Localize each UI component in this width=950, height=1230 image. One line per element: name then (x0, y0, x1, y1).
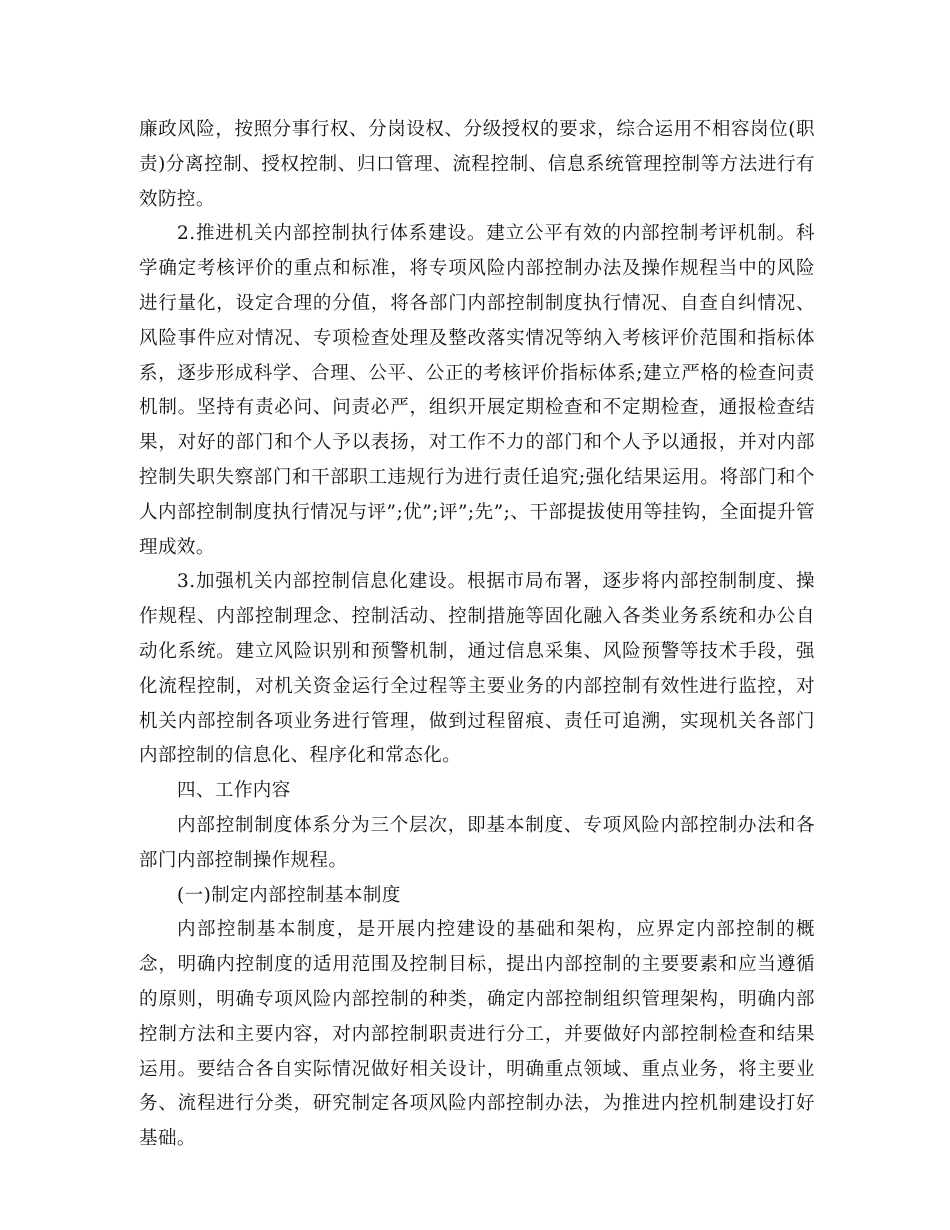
section-heading-work-content: 四、工作内容 (177, 780, 291, 802)
paragraph-system-levels: 内部控制制度体系分为三个层次，即基本制度、专项风险内部控制办法和各部门内部控制操作规程。 (139, 814, 815, 871)
paragraph-item-3: 3.加强机关内部控制信息化建设。根据市局布署，逐步将内部控制制度、操作规程、内部控制理念、控制活动、控制措施等固化融入各类业务系统和办公自动化系统。建立风险识别和预警机制，通过信息采集、风险预警等技术手段，强化流程控制，对机关资金运行全过程等主要业务的内部控制有效性进行监控，对机关内部控制各项业务进行管理，做到过程留痕、责任可追溯，实现机关各部门内部控制的信息化、程序化和常态化。 (139, 571, 815, 767)
paragraph-basic-system: 内部控制基本制度，是开展内控建设的基础和架构，应界定内部控制的概念，明确内控制度的适用范围及控制目标，提出内部控制的主要要素和应当遵循的原则，明确专项风险内部控制的种类，确定内部控制组织管理架构，明确内部控制方法和主要内容，对内部控制职责进行分工，并要做好内部控制检查和结果运用。要结合各自实际情况做好相关设计，明确重点领域、重点业务，将主要业务、流程进行分类，研究制定各项风险内部控制办法，为推进内控机制建设打好基础。 (139, 919, 815, 1150)
subsection-heading-basic-system: (一)制定内部控制基本制度 (177, 884, 401, 906)
paragraph-continuation: 廉政风险，按照分事行权、分岗设权、分级授权的要求，综合运用不相容岗位(职责)分离控制、授权控制、归口管理、流程控制、信息系统管理控制等方法进行有效防控。 (139, 119, 815, 210)
paragraph-item-2: 2.推进机关内部控制执行体系建设。建立公平有效的内部控制考评机制。科学确定考核评价的重点和标准，将专项风险内部控制办法及操作规程当中的风险进行量化，设定合理的分值，将各部门内部控制制度执行情况、自查自纠情况、风险事件应对情况、专项检查处理及整改落实情况等纳入考核评价范围和指标体系，逐步形成科学、合理、公平、公正的考核评价指标体系;建立严格的检查问责机制。坚持有责必问、问责必严，组织开展定期检查和不定期检查，通报检查结果，对好的部门和个人予以表扬，对工作不力的部门和个人予以通报，并对内部控制失职失察部门和干部职工违规行为进行责任追究;强化结果运用。将部门和个人内部控制制度执行情况与评”;优”;评”;先”;、干部提拔使用等挂钩，全面提升管理成效。 (139, 223, 815, 558)
